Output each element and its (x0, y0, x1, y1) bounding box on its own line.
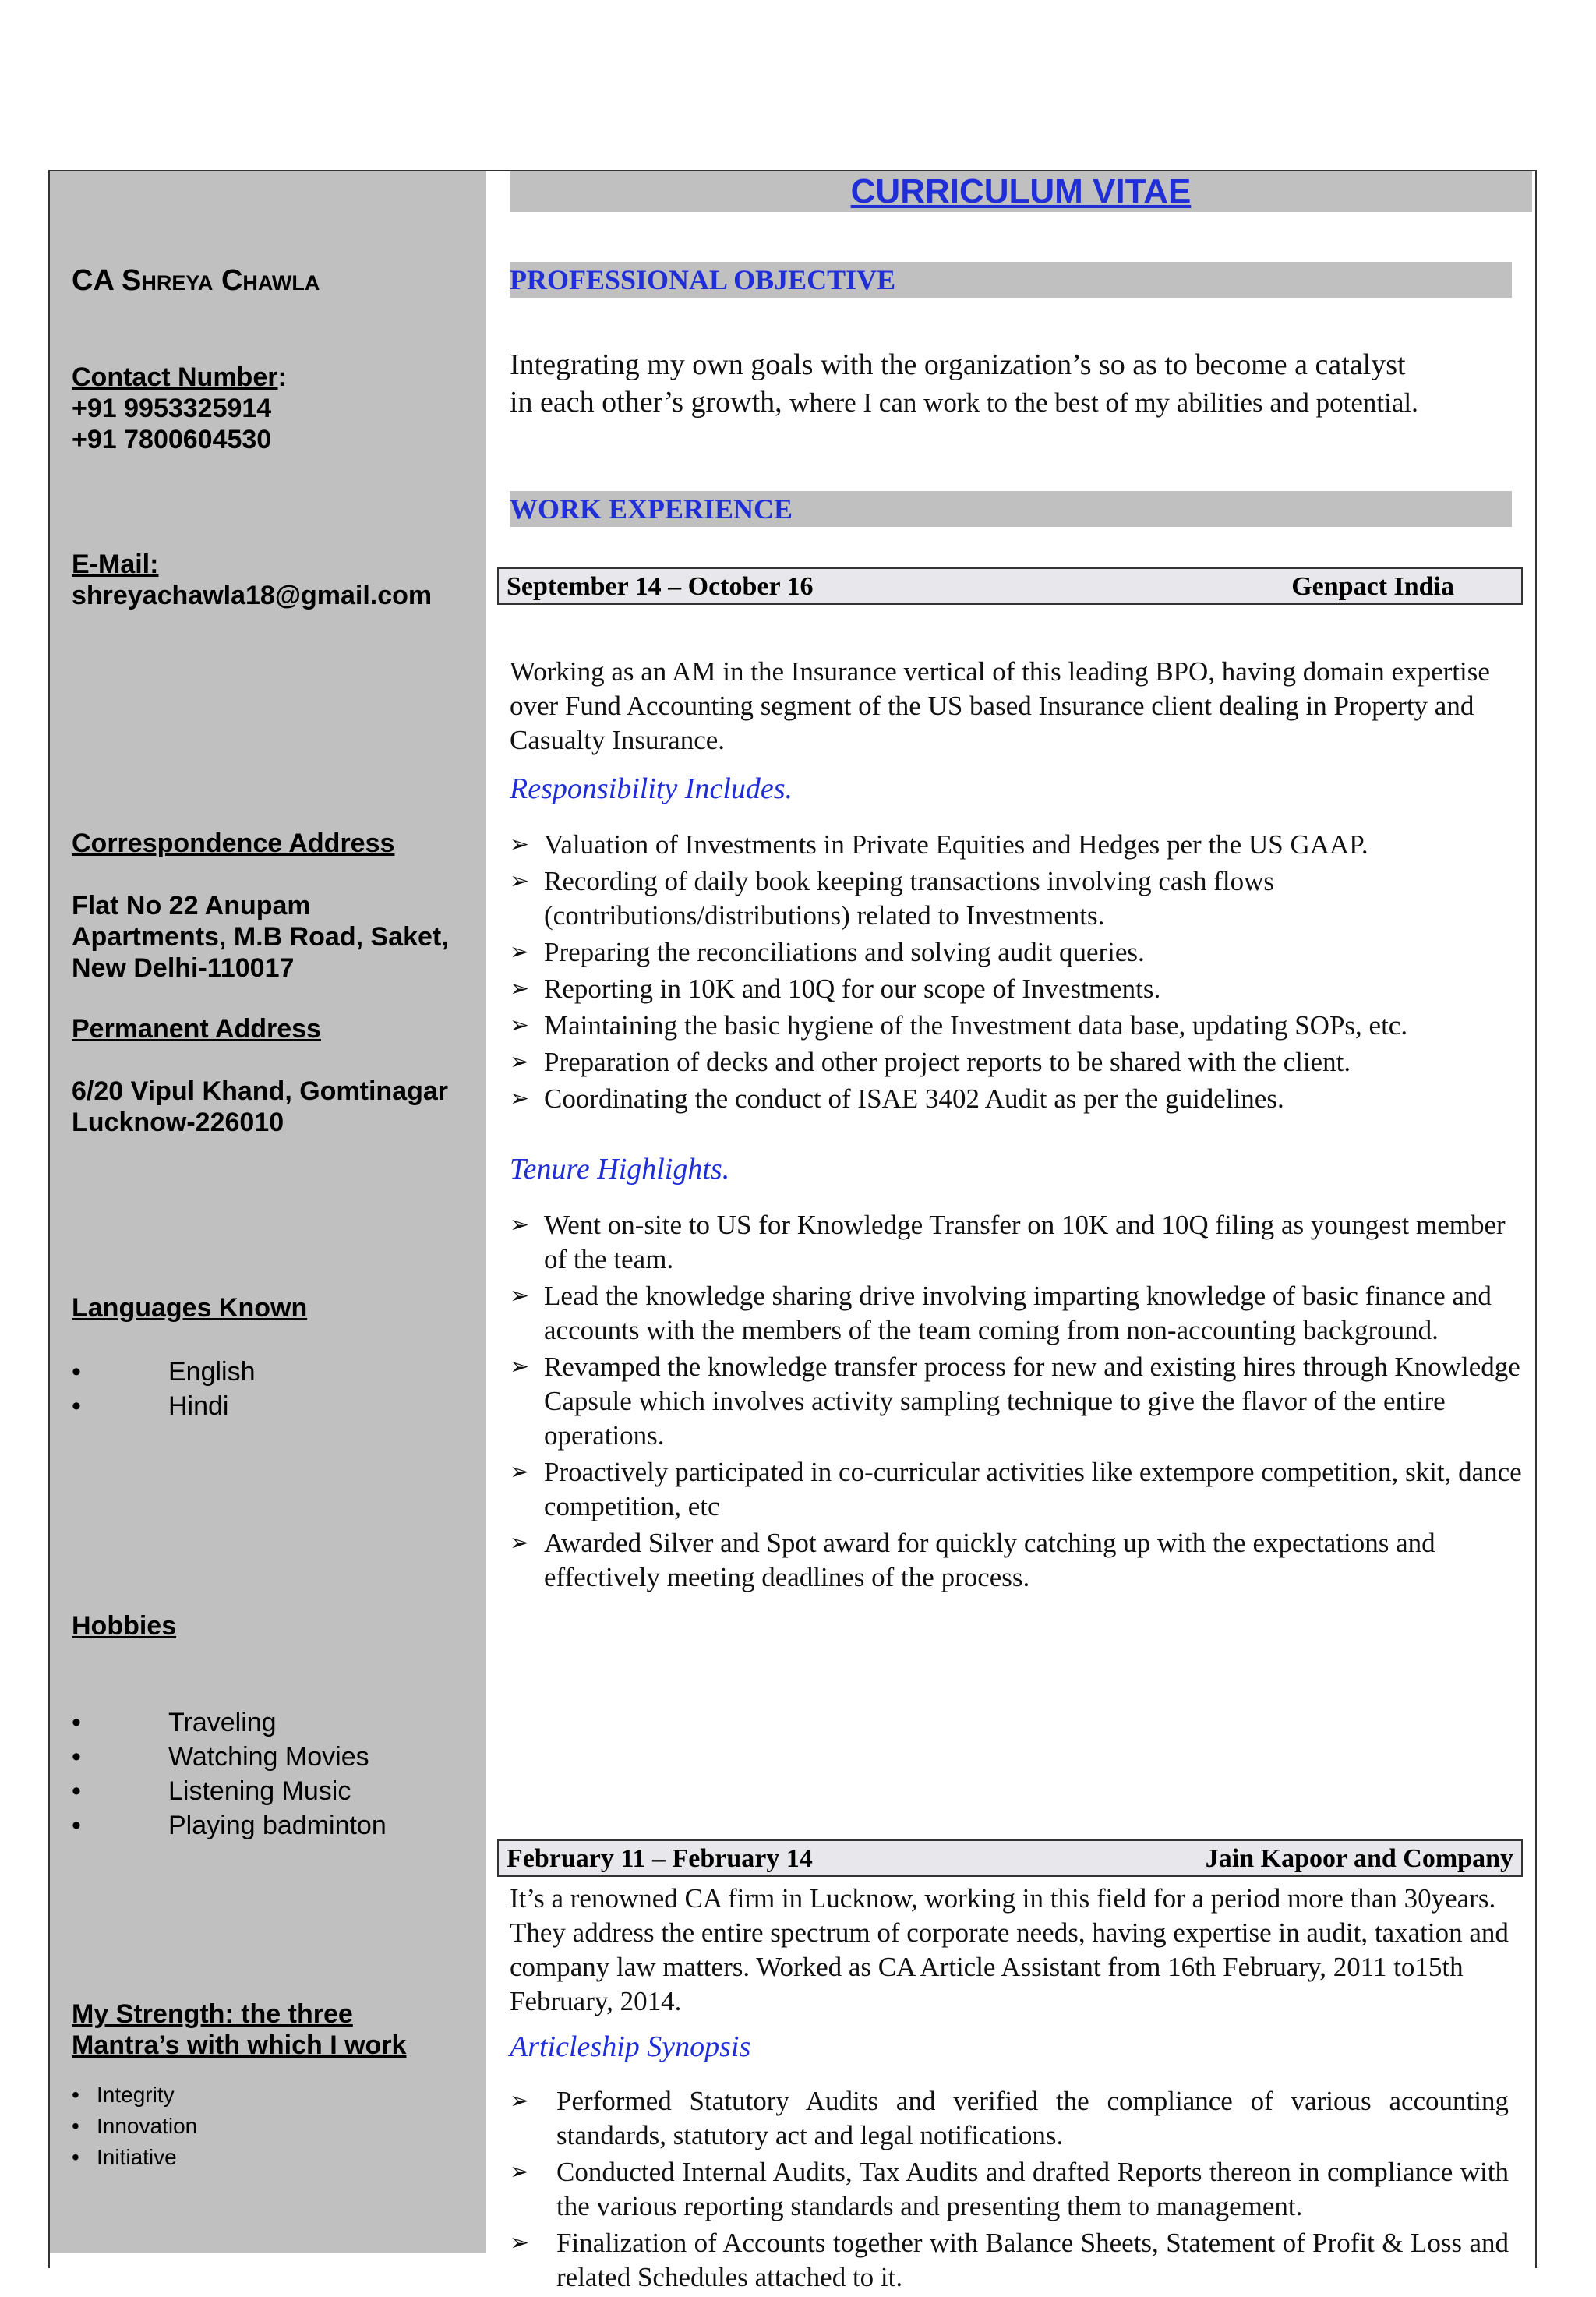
arrow-bullet-icon: ➢ (510, 1012, 530, 1038)
job-header-genpact (497, 567, 1523, 605)
languages-list (72, 1355, 461, 1423)
list-item: ➢ Lead the knowledge sharing drive involving imparting knowledge of basic finance and accounts with the members of the team coming from non-accounting background. (510, 1281, 1492, 1345)
arrow-bullet-icon: ➢ (510, 1283, 530, 1309)
contact-label: Contact Number (72, 362, 278, 392)
arrow-bullet-icon: ➢ (510, 1530, 530, 1556)
email-value[interactable]: shreyachawla18@gmail.com (72, 581, 433, 610)
job-period: February 11 – February 14 (507, 1844, 813, 1873)
languages-label: Languages Known (72, 1293, 308, 1323)
phone-1[interactable]: +91 9953325914 (72, 394, 272, 423)
strength-item: • Initiative (72, 2142, 461, 2173)
arrow-bullet-icon: ➢ (510, 2088, 530, 2114)
bullet-icon: • (72, 1742, 81, 1772)
email-block (72, 549, 432, 611)
page-title: CURRICULUM VITAE (850, 172, 1192, 210)
list-item: ➢ Recording of daily book keeping transactions involving cash flows (contributions/distributions) related to Investments. (510, 866, 1275, 931)
bullet-icon: • (72, 1811, 81, 1840)
list-item: ➢ Awarded Silver and Spot award for quickly catching up with the expectations and effectively meeting deadlines of the process. (510, 1528, 1435, 1592)
highlights-list (510, 1208, 1523, 1597)
arrow-bullet-icon: ➢ (510, 1212, 530, 1238)
arrow-bullet-icon: ➢ (510, 1086, 530, 1111)
responsibility-list (510, 828, 1515, 1118)
list-item: ➢ Maintaining the basic hygiene of the Investment data base, updating SOPs, etc. (510, 1009, 1515, 1043)
strength-label: My Strength: the three Mantra’s with which I work (72, 1999, 407, 2060)
permanent-line: 6/20 Vipul Khand, Gomtinagar (72, 1076, 449, 1106)
permanent-label: Permanent Address (72, 1014, 321, 1044)
bullet-icon: • (72, 2083, 79, 2107)
bullet-icon: • (72, 1391, 81, 1421)
arrow-bullet-icon: ➢ (510, 1049, 530, 1075)
objective-text: Integrating my own goals with the organization’s so as to become a catalyst in each other’s growth, where I can work to the best of my abilities and potential. (510, 348, 1418, 419)
correspondence-address (72, 890, 449, 984)
hobby-item: • Playing badminton (72, 1808, 461, 1843)
list-item: ➢ Proactively participated in co-curricular activities like extempore competition, skit, dance competition, etc (510, 1457, 1522, 1521)
list-item: ➢ Conducted Internal Audits, Tax Audits and drafted Reports thereon in compliance with the various reporting standards and presenting them to management. (510, 2157, 1509, 2221)
arrow-bullet-icon: ➢ (510, 2230, 530, 2256)
hobby-item: • Watching Movies (72, 1740, 461, 1774)
bullet-icon: • (72, 1776, 81, 1806)
job-header-jain-kapoor (497, 1839, 1523, 1877)
correspondence-line: Flat No 22 Anupam (72, 891, 311, 921)
section-title: Tenure Highlights. (510, 1153, 730, 1186)
hobby-item: • Traveling (72, 1705, 461, 1740)
title-bar (510, 171, 1532, 212)
arrow-bullet-icon: ➢ (510, 2159, 530, 2185)
list-item: ➢ Performed Statutory Audits and verified the compliance of various accounting standards, statutory act and legal notifications. (510, 2086, 1509, 2150)
articleship-list (510, 2084, 1509, 2297)
job-description: Working as an AM in the Insurance vertical of this leading BPO, having domain expertise over Fund Accounting segment of the US based Insurance client dealing in Property and Casualty Insurance. (510, 656, 1490, 755)
list-item: ➢ Finalization of Accounts together with Balance Sheets, Statement of Profit & Loss and related Schedules attached to it. (510, 2228, 1509, 2292)
strength-item: • Innovation (72, 2111, 461, 2142)
job-company: Genpact India (1291, 572, 1454, 601)
arrow-bullet-icon: ➢ (510, 976, 530, 1002)
correspondence-line: Apartments, M.B Road, Saket, (72, 922, 449, 952)
hobbies-list (72, 1705, 461, 1843)
list-item: ➢ Reporting in 10K and 10Q for our scope of Investments. (510, 972, 1515, 1006)
objective-heading: PROFESSIONAL OBJECTIVE (510, 262, 1512, 298)
list-item: ➢ Preparation of decks and other project reports to be shared with the client. (510, 1045, 1515, 1080)
job-description: It’s a renowned CA firm in Lucknow, working in this field for a period more than 30years. They address the entire spectrum of corporate needs, having expertise in audit, taxation and company law matters. Worked as CA Article Assistant from 16th February, 2011 to15th February, 2014. (510, 1883, 1509, 2016)
language-item: • English (72, 1355, 461, 1389)
language-item: • Hindi (72, 1389, 461, 1423)
hobbies-label: Hobbies (72, 1611, 177, 1641)
permanent-line: Lucknow-226010 (72, 1108, 284, 1137)
work-heading: WORK EXPERIENCE (510, 491, 1512, 527)
contact-colon: : (277, 362, 287, 392)
section-title: Responsibility Includes. (510, 772, 793, 805)
list-item: ➢ Valuation of Investments in Private Equities and Hedges per the US GAAP. (510, 828, 1515, 862)
arrow-bullet-icon: ➢ (510, 1354, 530, 1380)
bullet-icon: • (72, 1357, 81, 1387)
list-item: ➢ Coordinating the conduct of ISAE 3402 Audit as per the guidelines. (510, 1082, 1515, 1116)
job-company: Jain Kapoor and Company (1205, 1844, 1513, 1873)
list-item: ➢ Preparing the reconciliations and solving audit queries. (510, 935, 1515, 970)
job-period: September 14 – October 16 (507, 572, 814, 601)
strength-item: • Integrity (72, 2080, 461, 2111)
arrow-bullet-icon: ➢ (510, 868, 530, 894)
sidebar (50, 171, 486, 2253)
list-item: ➢ Revamped the knowledge transfer process for new and existing hires through Knowledge Capsule which involves activity sampling technique to give the flavor of the entire operations. (510, 1352, 1520, 1451)
correspondence-line: New Delhi-110017 (72, 953, 295, 983)
arrow-bullet-icon: ➢ (510, 832, 530, 857)
email-label: E-Mail: (72, 550, 159, 579)
hobby-item: • Listening Music (72, 1774, 461, 1808)
phone-2[interactable]: +91 7800604530 (72, 425, 272, 454)
correspondence-label: Correspondence Address (72, 829, 395, 858)
permanent-address (72, 1076, 448, 1138)
list-item: ➢ Went on-site to US for Knowledge Transfer on 10K and 10Q filing as youngest member of the team. (510, 1210, 1506, 1274)
bullet-icon: • (72, 2114, 79, 2138)
bullet-icon: • (72, 2145, 79, 2169)
contact-block (72, 362, 287, 455)
candidate-name: CA Shreya Chawla (72, 264, 320, 297)
main-content (488, 171, 1532, 2292)
bullet-icon: • (72, 1708, 81, 1737)
arrow-bullet-icon: ➢ (510, 939, 530, 965)
section-title: Articleship Synopsis (510, 2030, 751, 2063)
strength-list (72, 2080, 461, 2173)
arrow-bullet-icon: ➢ (510, 1459, 530, 1485)
